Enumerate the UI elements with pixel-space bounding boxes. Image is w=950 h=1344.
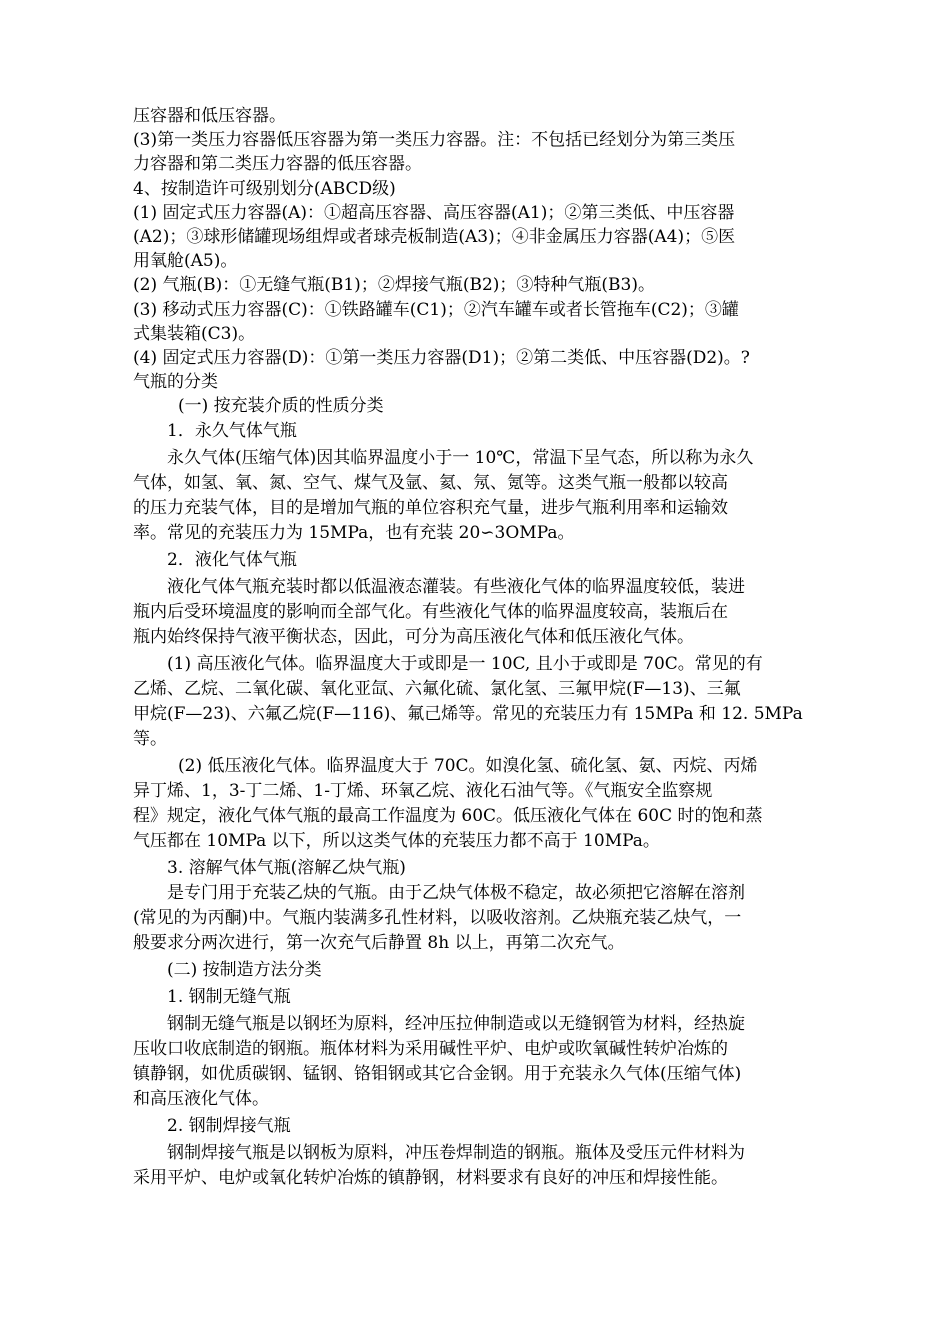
text-line: 用氧舱(A5)。: [133, 251, 238, 272]
subsection-heading: (一) 按充装介质的性质分类: [178, 396, 384, 417]
text-line: (1) 固定式压力容器(A)：①超高压容器、高压容器(A1)；②第三类低、中压容器: [133, 202, 735, 223]
paragraph-line: 永久气体(压缩气体)因其临界温度小于一 10℃，常温下呈气态，所以称为永久: [167, 448, 754, 469]
paragraph-line: 率。常见的充装压力为 15MPa，也有充装 20∽3OMPa。: [133, 523, 575, 544]
item-heading: 2. 钢制焊接气瓶: [167, 1116, 291, 1137]
paragraph-line: 压收口收底制造的钢瓶。瓶体材料为采用碱性平炉、电炉或吹氧碱性转炉冶炼的: [133, 1039, 728, 1060]
text-line: (4) 固定式压力容器(D)：①第一类压力容器(D1)；②第二类低、中压容器(D2)。?: [133, 347, 750, 368]
section-heading: 4、按制造许可级别划分(ABCD级): [133, 178, 396, 199]
paragraph-line: 的压力充装气体，目的是增加气瓶的单位容积充气量，进步气瓶利用率和运输效: [133, 498, 728, 519]
paragraph-line: (常见的为丙酮)中。气瓶内装满多孔性材料，以吸收溶剂。乙炔瓶充装乙炔气，一: [133, 908, 742, 929]
paragraph-line: 瓶内始终保持气液平衡状态，因此，可分为高压液化气体和低压液化气体。: [133, 627, 694, 648]
paragraph-line: 采用平炉、电炉或氧化转炉冶炼的镇静钢，材料要求有良好的冲压和焊接性能。: [133, 1168, 728, 1189]
paragraph-line: (1) 高压液化气体。临界温度大于或即是一 10C, 且小于或即是 70C。常见的有: [167, 654, 763, 675]
text-line: 压容器和低压容器。: [133, 106, 286, 126]
item-heading: 2．液化气体气瓶: [167, 550, 297, 571]
paragraph-line: 乙烯、乙烷、二氧化碳、氧化亚氙、六氟化硫、氯化氢、三氟甲烷(F—13)、三氟: [133, 679, 741, 700]
paragraph-line: 气压都在 10MPa 以下，所以这类气体的充装压力都不高于 10MPa。: [133, 831, 660, 852]
paragraph-line: 和高压液化气体。: [133, 1089, 269, 1110]
item-heading: 1. 钢制无缝气瓶: [167, 987, 291, 1008]
paragraph-line: (2) 低压液化气体。临界温度大于 70C。如溴化氢、硫化氢、氨、丙烷、丙烯: [178, 756, 758, 777]
paragraph-line: 等。: [133, 729, 167, 750]
text-line: (2) 气瓶(B)：①无缝气瓶(B1)；②焊接气瓶(B2)；③特种气瓶(B3)。: [133, 275, 655, 296]
paragraph-line: 钢制焊接气瓶是以钢板为原料，冲压卷焊制造的钢瓶。瓶体及受压元件材料为: [167, 1143, 745, 1164]
paragraph-line: 气体，如氢、氧、氮、空气、煤气及氩、氦、氖、氪等。这类气瓶一般都以较高: [133, 473, 728, 494]
paragraph-line: 般要求分两次进行，第一次充气后静置 8h 以上，再第二次充气。: [133, 933, 625, 954]
paragraph-line: 甲烷(F—23)、六氟乙烷(F—116)、氟己烯等。常见的充装压力有 15MPa 和 12. 5MPa: [133, 704, 803, 725]
text-line: (3)第一类压力容器低压容器为第一类压力容器。注：不包括已经划分为第三类压: [133, 130, 736, 151]
text-line: 式集装箱(C3)。: [133, 323, 256, 344]
text-line: (3) 移动式压力容器(C)：①铁路罐车(C1)；②汽车罐车或者长管拖车(C2)；③罐: [133, 299, 739, 320]
paragraph-line: 钢制无缝气瓶是以钢坯为原料，经冲压拉伸制造或以无缝钢管为材料，经热旋: [167, 1014, 745, 1035]
subsection-heading: (二) 按制造方法分类: [167, 960, 322, 981]
paragraph-line: 是专门用于充装乙炔的气瓶。由于乙炔气体极不稳定，故必须把它溶解在溶剂: [167, 883, 745, 904]
document-page: [133, 104, 823, 1191]
paragraph-line: 异丁烯、1，3-丁二烯、1-丁烯、环氧乙烷、液化石油气等。《气瓶安全监察规: [133, 781, 713, 802]
section-heading: 气瓶的分类: [133, 372, 218, 393]
item-heading: 1．永久气体气瓶: [167, 421, 297, 442]
item-heading: 3. 溶解气体气瓶(溶解乙炔气瓶): [167, 858, 406, 879]
paragraph-line: 程》规定，液化气体气瓶的最高工作温度为 60C。低压液化气体在 60C 时的饱和蒸: [133, 806, 763, 827]
paragraph-line: 液化气体气瓶充装时都以低温液态灌装。有些液化气体的临界温度较低，装进: [167, 577, 745, 598]
text-line: 力容器和第二类压力容器的低压容器。: [133, 154, 422, 175]
paragraph-line: 镇静钢，如优质碳钢、锰钢、铬钼钢或其它合金钢。用于充装永久气体(压缩气体): [133, 1064, 742, 1085]
text-line: (A2)；③球形储罐现场组焊或者球壳板制造(A3)；④非金属压力容器(A4)；⑤医: [133, 226, 736, 247]
paragraph-line: 瓶内后受环境温度的影响而全部气化。有些液化气体的临界温度较高，装瓶后在: [133, 602, 728, 623]
